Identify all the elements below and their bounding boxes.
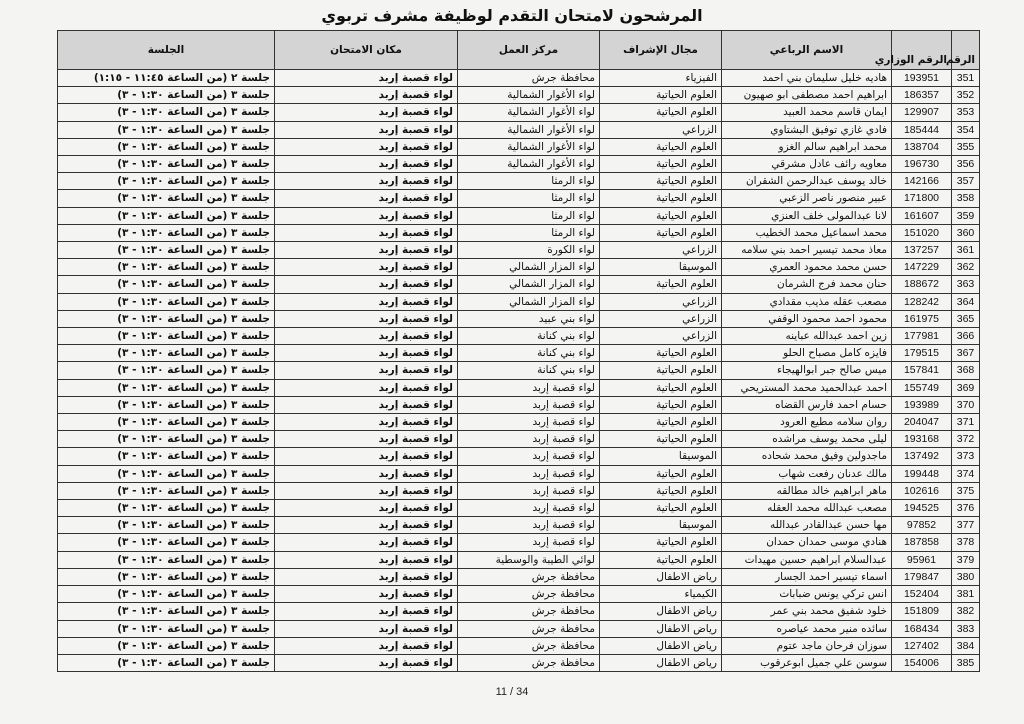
cell-session: جلسة ٣ (من الساعة ١:٣٠ - ٣): [58, 310, 275, 327]
cell-full-name: ايمان قاسم محمد العبيد: [722, 104, 892, 121]
cell-full-name: حسام احمد فارس القضاه: [722, 396, 892, 413]
cell-exam-place: لواء قصبة إربد: [275, 534, 458, 551]
cell-exam-place: لواء قصبة إربد: [275, 448, 458, 465]
cell-full-name: محمد اسماعيل محمد الخطيب: [722, 224, 892, 241]
table-row: [58, 345, 980, 362]
table-row: [58, 276, 980, 293]
table-row: [58, 379, 980, 396]
cell-session: جلسة ٣ (من الساعة ١:٣٠ - ٣): [58, 482, 275, 499]
cell-session: جلسة ٣ (من الساعة ١:٣٠ - ٣): [58, 465, 275, 482]
cell-supervision-field: الزراعي: [600, 121, 722, 138]
cell-supervision-field: العلوم الحياتية: [600, 224, 722, 241]
cell-ministry-number: 102616: [892, 482, 952, 499]
cell-full-name: سائده منير محمد عياصره: [722, 620, 892, 637]
cell-ministry-number: 193989: [892, 396, 952, 413]
cell-supervision-field: العلوم الحياتية: [600, 345, 722, 362]
cell-supervision-field: العلوم الحياتية: [600, 482, 722, 499]
cell-full-name: لانا عبدالمولى خلف العنزي: [722, 207, 892, 224]
cell-exam-place: لواء قصبة إربد: [275, 500, 458, 517]
cell-ministry-number: 147229: [892, 259, 952, 276]
cell-session: جلسة ٣ (من الساعة ١:٣٠ - ٣): [58, 603, 275, 620]
header-ministry-number: الرقم الوزاري: [892, 31, 952, 70]
cell-ministry-number: 171800: [892, 190, 952, 207]
header-num: الرقم: [952, 31, 980, 70]
table-row: [58, 603, 980, 620]
cell-num: 360: [952, 224, 980, 241]
cell-session: جلسة ٣ (من الساعة ١:٣٠ - ٣): [58, 517, 275, 534]
table-row: [58, 414, 980, 431]
cell-session: جلسة ٣ (من الساعة ١:٣٠ - ٣): [58, 620, 275, 637]
table-row: [58, 396, 980, 413]
cell-num: 373: [952, 448, 980, 465]
cell-exam-place: لواء قصبة إربد: [275, 603, 458, 620]
cell-session: جلسة ٣ (من الساعة ١:٣٠ - ٣): [58, 431, 275, 448]
cell-num: 377: [952, 517, 980, 534]
cell-num: 351: [952, 70, 980, 87]
cell-exam-place: لواء قصبة إربد: [275, 173, 458, 190]
table-row: [58, 534, 980, 551]
cell-num: 380: [952, 568, 980, 585]
cell-session: جلسة ٣ (من الساعة ١:٣٠ - ٣): [58, 654, 275, 671]
cell-session: جلسة ٣ (من الساعة ١:٣٠ - ٣): [58, 190, 275, 207]
table-row: [58, 104, 980, 121]
cell-work-center: لواء الرمثا: [458, 224, 600, 241]
cell-num: 381: [952, 586, 980, 603]
cell-supervision-field: رياض الاطفال: [600, 637, 722, 654]
cell-session: جلسة ٣ (من الساعة ١:٣٠ - ٣): [58, 534, 275, 551]
cell-ministry-number: 193168: [892, 431, 952, 448]
cell-work-center: لواء الأغوار الشمالية: [458, 121, 600, 138]
cell-work-center: لواء المزار الشمالي: [458, 293, 600, 310]
cell-full-name: فادي غازي توفيق البشتاوي: [722, 121, 892, 138]
cell-supervision-field: العلوم الحياتية: [600, 465, 722, 482]
cell-session: جلسة ٣ (من الساعة ١:٣٠ - ٣): [58, 173, 275, 190]
cell-supervision-field: الموسيقا: [600, 448, 722, 465]
cell-num: 383: [952, 620, 980, 637]
cell-work-center: لواء قصبة إربد: [458, 414, 600, 431]
cell-ministry-number: 137257: [892, 242, 952, 259]
cell-num: 361: [952, 242, 980, 259]
cell-num: 374: [952, 465, 980, 482]
cell-full-name: مها حسن عبدالقادر عبدالله: [722, 517, 892, 534]
cell-num: 359: [952, 207, 980, 224]
cell-ministry-number: 155749: [892, 379, 952, 396]
cell-num: 367: [952, 345, 980, 362]
cell-ministry-number: 196730: [892, 156, 952, 173]
table-row: [58, 156, 980, 173]
cell-exam-place: لواء قصبة إربد: [275, 568, 458, 585]
cell-full-name: خالد يوسف عبدالرحمن الشقران: [722, 173, 892, 190]
cell-num: 356: [952, 156, 980, 173]
cell-num: 370: [952, 396, 980, 413]
cell-ministry-number: 204047: [892, 414, 952, 431]
cell-ministry-number: 194525: [892, 500, 952, 517]
cell-num: 355: [952, 138, 980, 155]
cell-ministry-number: 129907: [892, 104, 952, 121]
cell-full-name: حنان محمد فرج الشرمان: [722, 276, 892, 293]
cell-exam-place: لواء قصبة إربد: [275, 414, 458, 431]
cell-full-name: فايزه كامل مصباح الحلو: [722, 345, 892, 362]
cell-num: 385: [952, 654, 980, 671]
cell-ministry-number: 152404: [892, 586, 952, 603]
cell-session: جلسة ٣ (من الساعة ١:٣٠ - ٣): [58, 121, 275, 138]
cell-exam-place: لواء قصبة إربد: [275, 276, 458, 293]
table-row: [58, 586, 980, 603]
cell-supervision-field: الموسيقا: [600, 259, 722, 276]
cell-num: 368: [952, 362, 980, 379]
cell-supervision-field: الكيمياء: [600, 586, 722, 603]
cell-supervision-field: العلوم الحياتية: [600, 396, 722, 413]
cell-supervision-field: العلوم الحياتية: [600, 156, 722, 173]
cell-num: 379: [952, 551, 980, 568]
cell-session: جلسة ٣ (من الساعة ١:٣٠ - ٣): [58, 414, 275, 431]
cell-ministry-number: 186357: [892, 87, 952, 104]
cell-num: 354: [952, 121, 980, 138]
table-row: [58, 362, 980, 379]
cell-session: جلسة ٣ (من الساعة ١:٣٠ - ٣): [58, 293, 275, 310]
cell-full-name: اسماء تيسير احمد الجسار: [722, 568, 892, 585]
cell-exam-place: لواء قصبة إربد: [275, 104, 458, 121]
cell-session: جلسة ٣ (من الساعة ١:٣٠ - ٣): [58, 156, 275, 173]
cell-full-name: مصعب عقله مذيب مقدادي: [722, 293, 892, 310]
cell-ministry-number: 97852: [892, 517, 952, 534]
cell-session: جلسة ٣ (من الساعة ١:٣٠ - ٣): [58, 586, 275, 603]
cell-exam-place: لواء قصبة إربد: [275, 156, 458, 173]
cell-supervision-field: الزراعي: [600, 328, 722, 345]
table-row: [58, 448, 980, 465]
cell-full-name: ليلى محمد يوسف مراشده: [722, 431, 892, 448]
cell-exam-place: لواء قصبة إربد: [275, 259, 458, 276]
cell-work-center: محافظة جرش: [458, 603, 600, 620]
cell-work-center: محافظة جرش: [458, 654, 600, 671]
cell-num: 362: [952, 259, 980, 276]
table-row: [58, 465, 980, 482]
cell-exam-place: لواء قصبة إربد: [275, 465, 458, 482]
cell-work-center: لوائي الطيبة والوسطية: [458, 551, 600, 568]
table-row: [58, 431, 980, 448]
cell-supervision-field: العلوم الحياتية: [600, 500, 722, 517]
cell-session: جلسة ٣ (من الساعة ١:٣٠ - ٣): [58, 362, 275, 379]
cell-supervision-field: العلوم الحياتية: [600, 276, 722, 293]
cell-work-center: لواء المزار الشمالي: [458, 259, 600, 276]
cell-supervision-field: رياض الاطفال: [600, 620, 722, 637]
cell-work-center: محافظة جرش: [458, 620, 600, 637]
cell-work-center: لواء الرمثا: [458, 190, 600, 207]
cell-num: 357: [952, 173, 980, 190]
cell-num: 371: [952, 414, 980, 431]
cell-ministry-number: 177981: [892, 328, 952, 345]
table-row: [58, 224, 980, 241]
cell-session: جلسة ٣ (من الساعة ١:٣٠ - ٣): [58, 104, 275, 121]
cell-exam-place: لواء قصبة إربد: [275, 224, 458, 241]
cell-exam-place: لواء قصبة إربد: [275, 138, 458, 155]
cell-work-center: لواء بني كنانة: [458, 362, 600, 379]
cell-work-center: لواء الرمثا: [458, 207, 600, 224]
cell-supervision-field: العلوم الحياتية: [600, 551, 722, 568]
cell-num: 366: [952, 328, 980, 345]
cell-num: 369: [952, 379, 980, 396]
cell-full-name: محمد ابراهيم سالم الغزو: [722, 138, 892, 155]
cell-session: جلسة ٣ (من الساعة ١:٣٠ - ٣): [58, 448, 275, 465]
cell-supervision-field: رياض الاطفال: [600, 568, 722, 585]
cell-supervision-field: الموسيقا: [600, 517, 722, 534]
cell-exam-place: لواء قصبة إربد: [275, 379, 458, 396]
cell-full-name: زين احمد عبدالله عباينه: [722, 328, 892, 345]
cell-supervision-field: العلوم الحياتية: [600, 87, 722, 104]
table-row: [58, 242, 980, 259]
page-number: 11 / 34: [495, 686, 529, 698]
table-row: [58, 568, 980, 585]
table-row: [58, 70, 980, 87]
cell-session: جلسة ٣ (من الساعة ١:٣٠ - ٣): [58, 500, 275, 517]
cell-ministry-number: 142166: [892, 173, 952, 190]
cell-exam-place: لواء قصبة إربد: [275, 586, 458, 603]
cell-work-center: لواء بني كنانة: [458, 345, 600, 362]
cell-ministry-number: 179847: [892, 568, 952, 585]
cell-session: جلسة ٣ (من الساعة ١:٣٠ - ٣): [58, 242, 275, 259]
cell-full-name: روان سلامه مطيع العرود: [722, 414, 892, 431]
table-row: [58, 500, 980, 517]
cell-ministry-number: 151809: [892, 603, 952, 620]
cell-work-center: لواء قصبة إربد: [458, 431, 600, 448]
cell-exam-place: لواء قصبة إربد: [275, 121, 458, 138]
cell-ministry-number: 185444: [892, 121, 952, 138]
cell-session: جلسة ٣ (من الساعة ١:٣٠ - ٣): [58, 396, 275, 413]
table-row: [58, 482, 980, 499]
table-row: [58, 637, 980, 654]
cell-work-center: لواء الأغوار الشمالية: [458, 87, 600, 104]
candidates-table: [57, 30, 980, 672]
cell-ministry-number: 151020: [892, 224, 952, 241]
cell-num: 372: [952, 431, 980, 448]
cell-supervision-field: العلوم الحياتية: [600, 138, 722, 155]
cell-ministry-number: 199448: [892, 465, 952, 482]
cell-work-center: محافظة جرش: [458, 586, 600, 603]
cell-supervision-field: الزراعي: [600, 293, 722, 310]
cell-ministry-number: 157841: [892, 362, 952, 379]
cell-exam-place: لواء قصبة إربد: [275, 431, 458, 448]
header-session: الجلسة: [58, 31, 275, 70]
cell-exam-place: لواء قصبة إربد: [275, 637, 458, 654]
cell-session: جلسة ٣ (من الساعة ١:٣٠ - ٣): [58, 345, 275, 362]
cell-exam-place: لواء قصبة إربد: [275, 190, 458, 207]
cell-ministry-number: 188672: [892, 276, 952, 293]
table-row: [58, 551, 980, 568]
table-row: [58, 328, 980, 345]
cell-supervision-field: العلوم الحياتية: [600, 190, 722, 207]
cell-work-center: محافظة جرش: [458, 70, 600, 87]
cell-num: 365: [952, 310, 980, 327]
cell-exam-place: لواء قصبة إربد: [275, 207, 458, 224]
cell-supervision-field: العلوم الحياتية: [600, 173, 722, 190]
cell-session: جلسة ٣ (من الساعة ١:٣٠ - ٣): [58, 224, 275, 241]
cell-full-name: ماجدولين وفيق محمد شحاده: [722, 448, 892, 465]
cell-exam-place: لواء قصبة إربد: [275, 482, 458, 499]
cell-ministry-number: 168434: [892, 620, 952, 637]
cell-ministry-number: 193951: [892, 70, 952, 87]
cell-ministry-number: 179515: [892, 345, 952, 362]
cell-full-name: ماهر ابراهيم خالد مطالقه: [722, 482, 892, 499]
cell-exam-place: لواء قصبة إربد: [275, 328, 458, 345]
cell-num: 382: [952, 603, 980, 620]
cell-exam-place: لواء قصبة إربد: [275, 396, 458, 413]
cell-full-name: هاديه خليل سليمان بني احمد: [722, 70, 892, 87]
cell-work-center: لواء بني عبيد: [458, 310, 600, 327]
cell-session: جلسة ٣ (من الساعة ١:٣٠ - ٣): [58, 551, 275, 568]
table-row: [58, 173, 980, 190]
cell-work-center: لواء قصبة إربد: [458, 379, 600, 396]
cell-supervision-field: الزراعي: [600, 242, 722, 259]
cell-exam-place: لواء قصبة إربد: [275, 362, 458, 379]
cell-session: جلسة ٣ (من الساعة ١:٣٠ - ٣): [58, 276, 275, 293]
cell-ministry-number: 128242: [892, 293, 952, 310]
cell-exam-place: لواء قصبة إربد: [275, 620, 458, 637]
cell-full-name: خلود شفيق محمد بني عمر: [722, 603, 892, 620]
table-row: [58, 190, 980, 207]
cell-work-center: لواء الكورة: [458, 242, 600, 259]
cell-ministry-number: 154006: [892, 654, 952, 671]
cell-session: جلسة ٣ (من الساعة ١:٣٠ - ٣): [58, 207, 275, 224]
cell-work-center: لواء قصبة إربد: [458, 534, 600, 551]
cell-session: جلسة ٣ (من الساعة ١:٣٠ - ٣): [58, 568, 275, 585]
cell-supervision-field: العلوم الحياتية: [600, 104, 722, 121]
cell-full-name: مصعب عبدالله محمد العقله: [722, 500, 892, 517]
table-header-row: [58, 31, 980, 70]
cell-num: 375: [952, 482, 980, 499]
cell-full-name: مالك عدنان رفعت شهاب: [722, 465, 892, 482]
cell-num: 384: [952, 637, 980, 654]
cell-exam-place: لواء قصبة إربد: [275, 654, 458, 671]
table-row: [58, 121, 980, 138]
cell-full-name: عبير منصور ناصر الزعبي: [722, 190, 892, 207]
cell-session: جلسة ٣ (من الساعة ١:٣٠ - ٣): [58, 379, 275, 396]
cell-full-name: محمود احمد محمود الوقفي: [722, 310, 892, 327]
cell-work-center: لواء الأغوار الشمالية: [458, 156, 600, 173]
cell-exam-place: لواء قصبة إربد: [275, 87, 458, 104]
table-row: [58, 654, 980, 671]
table-row: [58, 87, 980, 104]
cell-work-center: لواء قصبة إربد: [458, 482, 600, 499]
cell-session: جلسة ٣ (من الساعة ١:٣٠ - ٣): [58, 87, 275, 104]
cell-work-center: لواء قصبة إربد: [458, 396, 600, 413]
cell-num: 353: [952, 104, 980, 121]
header-work-center: مركز العمل: [458, 31, 600, 70]
cell-supervision-field: العلوم الحياتية: [600, 431, 722, 448]
cell-supervision-field: العلوم الحياتية: [600, 414, 722, 431]
cell-supervision-field: العلوم الحياتية: [600, 534, 722, 551]
cell-work-center: لواء الأغوار الشمالية: [458, 138, 600, 155]
cell-exam-place: لواء قصبة إربد: [275, 345, 458, 362]
cell-exam-place: لواء قصبة إربد: [275, 70, 458, 87]
table-row: [58, 310, 980, 327]
cell-ministry-number: 161607: [892, 207, 952, 224]
cell-full-name: احمد عبدالحميد محمد المستريحي: [722, 379, 892, 396]
cell-ministry-number: 137492: [892, 448, 952, 465]
table-row: [58, 207, 980, 224]
cell-full-name: انس تركي يونس ضبابات: [722, 586, 892, 603]
cell-supervision-field: رياض الاطفال: [600, 603, 722, 620]
cell-supervision-field: الزراعي: [600, 310, 722, 327]
cell-session: جلسة ٢ (من الساعة ١١:٤٥ - ١:١٥): [58, 70, 275, 87]
cell-full-name: هنادي موسى حمدان حمدان: [722, 534, 892, 551]
table-row: [58, 293, 980, 310]
cell-full-name: حسن محمد محمود العمري: [722, 259, 892, 276]
cell-full-name: معاذ محمد تيسير احمد بني سلامه: [722, 242, 892, 259]
cell-num: 376: [952, 500, 980, 517]
cell-supervision-field: الفيزياء: [600, 70, 722, 87]
cell-full-name: معاويه رائف عادل مشرقي: [722, 156, 892, 173]
cell-exam-place: لواء قصبة إربد: [275, 517, 458, 534]
cell-full-name: سوزان فرحان ماجد عتوم: [722, 637, 892, 654]
cell-work-center: لواء الأغوار الشمالية: [458, 104, 600, 121]
cell-exam-place: لواء قصبة إربد: [275, 551, 458, 568]
cell-supervision-field: العلوم الحياتية: [600, 207, 722, 224]
table-row: [58, 620, 980, 637]
cell-full-name: ابراهيم احمد مصطفى ابو صهيون: [722, 87, 892, 104]
cell-work-center: لواء بني كنانة: [458, 328, 600, 345]
cell-supervision-field: العلوم الحياتية: [600, 362, 722, 379]
cell-exam-place: لواء قصبة إربد: [275, 293, 458, 310]
cell-full-name: سوسن علي جميل ابوعرقوب: [722, 654, 892, 671]
header-supervision-field: مجال الإشراف: [600, 31, 722, 70]
cell-num: 378: [952, 534, 980, 551]
cell-work-center: لواء قصبة إربد: [458, 517, 600, 534]
cell-ministry-number: 161975: [892, 310, 952, 327]
cell-work-center: محافظة جرش: [458, 568, 600, 585]
cell-exam-place: لواء قصبة إربد: [275, 310, 458, 327]
cell-supervision-field: رياض الاطفال: [600, 654, 722, 671]
cell-supervision-field: العلوم الحياتية: [600, 379, 722, 396]
page-title: المرشحون لامتحان التقدم لوظيفة مشرف تربوي: [321, 6, 703, 25]
cell-num: 363: [952, 276, 980, 293]
cell-work-center: لواء قصبة إربد: [458, 448, 600, 465]
cell-num: 352: [952, 87, 980, 104]
cell-exam-place: لواء قصبة إربد: [275, 242, 458, 259]
cell-work-center: محافظة جرش: [458, 637, 600, 654]
cell-num: 358: [952, 190, 980, 207]
cell-full-name: ميس صالح جبر ابوالهيجاء: [722, 362, 892, 379]
cell-full-name: عبدالسلام ابراهيم حسين مهيدات: [722, 551, 892, 568]
cell-ministry-number: 127402: [892, 637, 952, 654]
cell-work-center: لواء قصبة إربد: [458, 500, 600, 517]
cell-ministry-number: 95961: [892, 551, 952, 568]
cell-work-center: لواء الرمثا: [458, 173, 600, 190]
cell-session: جلسة ٣ (من الساعة ١:٣٠ - ٣): [58, 259, 275, 276]
cell-session: جلسة ٣ (من الساعة ١:٣٠ - ٣): [58, 637, 275, 654]
header-exam-place: مكان الامتحان: [275, 31, 458, 70]
cell-ministry-number: 138704: [892, 138, 952, 155]
table-row: [58, 517, 980, 534]
cell-work-center: لواء المزار الشمالي: [458, 276, 600, 293]
table-row: [58, 138, 980, 155]
cell-work-center: لواء قصبة إربد: [458, 465, 600, 482]
table-row: [58, 259, 980, 276]
cell-session: جلسة ٣ (من الساعة ١:٣٠ - ٣): [58, 328, 275, 345]
cell-ministry-number: 187858: [892, 534, 952, 551]
header-full-name: الاسم الرباعي: [722, 31, 892, 70]
cell-session: جلسة ٣ (من الساعة ١:٣٠ - ٣): [58, 138, 275, 155]
cell-num: 364: [952, 293, 980, 310]
table-body: [58, 70, 980, 672]
